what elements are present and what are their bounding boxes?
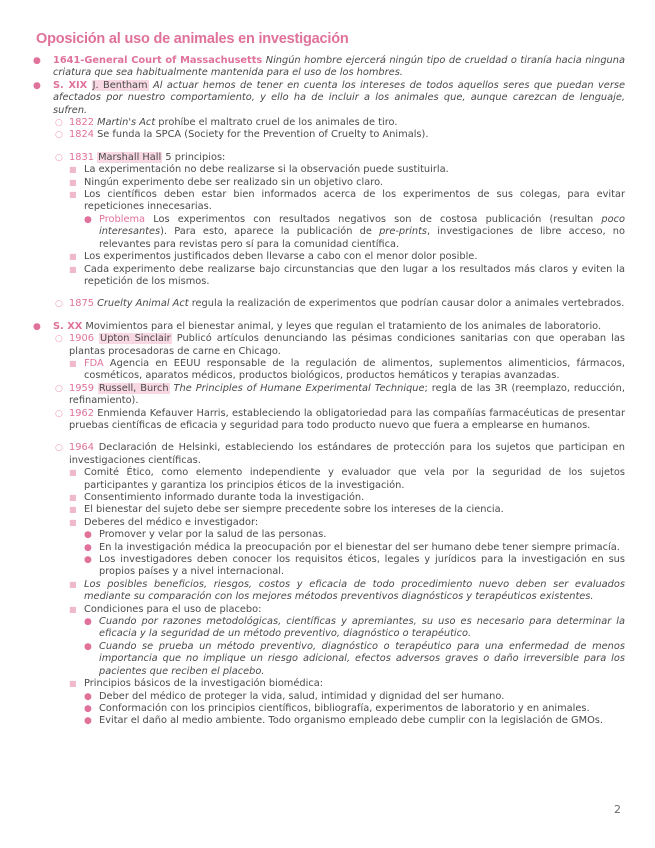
bullet-icon: ● [33,80,41,91]
page-title: Oposición al uso de animales en investigación [36,31,349,47]
list-item: ■ La experimentación no debe realizarse si la observación puede sustituirla. [69,164,449,176]
list-item: ○ 1906 Upton Sinclair Publicó artículos denunciando las pésimas condiciones sanitarias con que operaban las plantas procesadoras de carne en Chicago. [55,333,625,357]
list-item: ■ El bienestar del sujeto debe ser siempre precedente sobre los intereses de la ciencia. [69,504,504,516]
list-item: ■ Principios básicos de la investigación biomédica: [69,678,324,690]
bullet-circle-icon: ○ [55,130,63,141]
bullet-square-icon: ■ [69,505,77,515]
bullet-circle-icon: ○ [55,443,63,454]
list-item: ○ 1831 Marshall Hall 5 principios: [55,151,226,163]
bullet-icon: ● [84,641,92,652]
bullet-square-icon: ■ [69,493,77,502]
list-item: ■ Cada experimento debe realizarse bajo circunstancias que den lugar a los resultados más claros y eviten la repetición de los mismos. [69,263,625,287]
list-item: ● En la investigación médica la preocupación por el bienestar del ser humano debe tener siempre primacía. [84,541,620,553]
list-item: ● Cuando por razones metodológicas, científicas y apremiantes, su uso es necesario para determinar la eficacia y la seguridad de un método preventivo, diagnóstico o terapéutico. [84,616,625,640]
list-item: ■ Los posibles beneficios, riesgos, costos y eficacia de todo procedimiento nuevo deben ser evaluados mediante su comparación con los mejores métodos preventivos diagnósticos y terapéuticos existentes. [69,578,625,603]
bullet-circle-icon: ○ [55,334,63,345]
bullet-square-icon: ■ [69,252,77,262]
bullet-square-icon: ■ [69,468,77,478]
list-item: ■ Los experimentos justificados deben llevarse a cabo con el menor dolor posible. [69,251,478,263]
bullet-icon: ● [84,691,92,702]
bullet-icon: ● [84,530,92,541]
list-item: ■ Condiciones para el uso de placebo: [69,603,262,615]
list-item: ● S. XIX J. Bentham Al actuar hemos de tener en cuenta los intereses de todos aquellos seres que puedan verse afectados por nuestro comportamiento, y ello ha de incluir a los animales que, aunque carezcan de lenguaje, sufren. [33,79,625,116]
bullet-icon: ● [33,321,41,332]
list-item: ■ FDA Agencia en EEUU responsable de la regulación de alimentos, suplementos alimenticios, fármacos, cosméticos, aparatos médicos, productos biológicos, productos hemáticos y terapias avanzadas. [69,357,625,382]
bullet-icon: ● [84,617,92,628]
bullet-circle-icon: ○ [55,118,63,129]
bullet-icon: ● [84,716,92,727]
bullet-icon: ● [84,214,92,225]
list-item: ■ Deberes del médico e investigador: [69,516,259,528]
list-item: ● Promover y velar por la salud de las personas. [84,529,327,541]
list-item: ○ 1875 Cruelty Animal Act regula la realización de experimentos que podrían causar dolor a animales vertebrados. [55,298,625,310]
list-item: ■ Los científicos deben estar bien informados acerca de los experimentos de sus colegas, para evitar repeticiones innecesarias. [69,189,625,213]
bullet-icon: ● [84,555,92,566]
bullet-icon: ● [33,56,41,66]
bullet-square-icon: ■ [69,190,77,200]
list-item: ■ Comité Ético, como elemento independiente y evaluador que vela por la seguridad de los sujetos participantes y garantiza los principios éticos de la investigación. [69,467,625,491]
list-item: ○ 1959 Russell, Burch The Principles of Humane Experimental Technique; regla de las 3R (reemplazo, reducción, refinamiento). [55,382,625,407]
bullet-circle-icon: ○ [55,408,63,419]
bullet-circle-icon: ○ [55,152,63,163]
bullet-circle-icon: ○ [55,299,63,310]
list-item: ■ Ningún experimento debe ser realizado sin un objetivo claro. [69,176,384,188]
bullet-square-icon: ■ [69,604,77,614]
bullet-icon: ● [84,703,92,714]
list-item: ● Los investigadores deben conocer los requisitos éticos, legales y jurídicos para la investigación en sus propios países y a nivel internacional. [84,554,625,578]
bullet-circle-icon: ○ [55,383,63,394]
bullet-square-icon: ■ [69,517,77,527]
bullet-square-icon: ■ [69,177,77,187]
list-item: ○ 1962 Enmienda Kefauver Harris, estableciendo la obligatoriedad para las compañías farmacéuticas de presentar pruebas científicas de eficacia y seguridad para todo producto nuevo que fuera a emplearse en humanos. [55,407,626,431]
bullet-square-icon: ■ [69,358,77,368]
list-item: ● Evitar el daño al medio ambiente. Todo organismo empleado debe cumplir con la legislación de GMOs. [84,715,604,727]
list-item: ○ 1964 Declaración de Helsinki, estableciendo los estándares de protección para los sujetos que participan en investigaciones científicas. [55,442,625,466]
list-item: ● Deber del médico de proteger la vida, salud, intimidad y dignidad del ser humano. [84,690,505,702]
list-item: ● Conformación con los principios científicos, bibliografía, experimentos de laboratorio y en animales. [84,702,590,714]
list-item: ● Problema Los experimentos con resultados negativos son de costosa publicación (resultan poco interesantes). Para esto, aparece la publicación de pre-prints, investigaciones de libre acceso, no relevantes para revistas pero sí para la comunidad científica. [84,213,625,250]
bullet-icon: ● [84,542,92,553]
list-item: ○ 1822 Martin's Act prohíbe el maltrato cruel de los animales de tiro. [55,117,398,129]
list-item: ○ 1824 Se funda la SPCA (Society for the Prevention of Cruelty to Animals). [55,129,429,141]
bullet-square-icon: ■ [69,679,77,689]
list-item: ● 1641-General Court of Massachusetts Ningún hombre ejercerá ningún tipo de crueldad o tiranía hacia ninguna criatura que sea habitualmente mantenida para el uso de los hombres. [33,55,625,79]
list-item: ● Cuando se prueba un método preventivo, diagnóstico o terapéutico para una enfermedad de menos importancia que no implique un riesgo adicional, efectos adversos graves o daño irreversible para los pacientes que reciben el placebo. [84,640,625,677]
list-item: ■ Consentimiento informado durante toda la investigación. [69,492,365,503]
document-body [33,55,625,728]
page-number: 2 [614,803,621,816]
bullet-square-icon: ■ [69,264,77,274]
list-item: ● S. XX Movimientos para el bienestar animal, y leyes que regulan el tratamiento de los animales de laboratorio. [33,320,602,332]
bullet-square-icon: ■ [69,165,77,175]
bullet-square-icon: ■ [69,579,77,589]
